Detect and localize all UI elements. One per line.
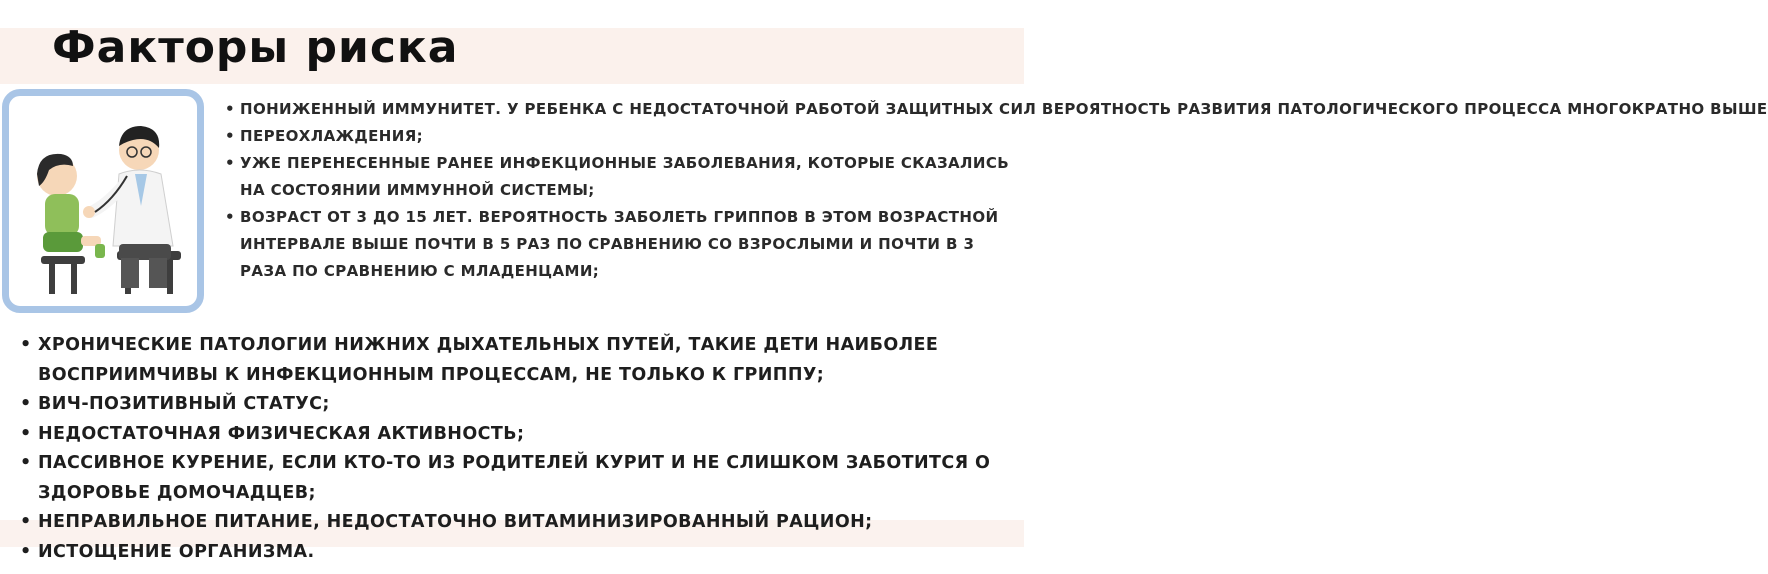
list-item-text: ВОЗРАСТ ОТ 3 ДО 15 ЛЕТ. ВЕРОЯТНОСТЬ ЗАБОЛЕТЬ ГРИППОВ В ЭТОМ ВОЗРАСТНОЙ ИНТЕРВАЛЕ ВЫШЕ ПОЧТИ В 5 РАЗ ПО СРАВНЕНИЮ СО ВЗРОСЛЫМИ И ПОЧТИ В 3 РАЗА ПО СРАВНЕНИЮ С МЛАДЕНЦАМИ;	[240, 208, 999, 280]
list-item	[20, 538, 1015, 568]
slide-title: Факторы риска	[52, 22, 459, 73]
list-item	[225, 150, 1020, 204]
list-item	[20, 390, 1015, 420]
doctor-examining-child-icon	[9, 96, 197, 306]
list-item	[20, 508, 1015, 538]
list-item-text: ПАССИВНОЕ КУРЕНИЕ, ЕСЛИ КТО-ТО ИЗ РОДИТЕЛЕЙ КУРИТ И НЕ СЛИШКОМ ЗАБОТИТСЯ О ЗДОРОВЬЕ ДОМОЧАДЦЕВ;	[38, 453, 991, 503]
risk-factors-top-list	[225, 96, 1768, 285]
list-item	[20, 331, 1015, 390]
list-item-text: ХРОНИЧЕСКИЕ ПАТОЛОГИИ НИЖНИХ ДЫХАТЕЛЬНЫХ ПУТЕЙ, ТАКИЕ ДЕТИ НАИБОЛЕЕ ВОСПРИИМЧИВЫ К ИНФЕКЦИОННЫМ ПРОЦЕССАМ, НЕ ТОЛЬКО К ГРИППУ;	[38, 335, 939, 385]
list-item	[225, 204, 1020, 285]
list-item	[225, 123, 1020, 150]
list-item	[225, 96, 1768, 123]
list-item-text: НЕПРАВИЛЬНОЕ ПИТАНИЕ, НЕДОСТАТОЧНО ВИТАМИНИЗИРОВАННЫЙ РАЦИОН;	[38, 512, 873, 532]
doctor-child-illustration	[2, 89, 204, 313]
list-item-text: НЕДОСТАТОЧНАЯ ФИЗИЧЕСКАЯ АКТИВНОСТЬ;	[38, 423, 525, 444]
list-item-text: ИСТОЩЕНИЕ ОРГАНИЗМА.	[38, 541, 315, 562]
list-item	[20, 449, 1015, 508]
list-item-text: ПЕРЕОХЛАЖДЕНИЯ;	[240, 127, 424, 145]
list-item-text: ПОНИЖЕННЫЙ ИММУНИТЕТ. У РЕБЕНКА С НЕДОСТАТОЧНОЙ РАБОТОЙ ЗАЩИТНЫХ СИЛ ВЕРОЯТНОСТЬ РАЗВИТИЯ ПАТОЛОГИЧЕСКОГО ПРОЦЕССА МНОГОКРАТНО ВЫШЕ	[240, 100, 1768, 118]
risk-factors-bottom-list	[20, 331, 1015, 567]
list-item-text: ВИЧ-ПОЗИТИВНЫЙ СТАТУС;	[38, 394, 330, 414]
list-item	[20, 420, 1015, 450]
list-item-text: УЖЕ ПЕРЕНЕСЕННЫЕ РАНЕЕ ИНФЕКЦИОННЫЕ ЗАБОЛЕВАНИЯ, КОТОРЫЕ СКАЗАЛИСЬ НА СОСТОЯНИИ ИММУННОЙ СИСТЕМЫ;	[240, 154, 1010, 199]
